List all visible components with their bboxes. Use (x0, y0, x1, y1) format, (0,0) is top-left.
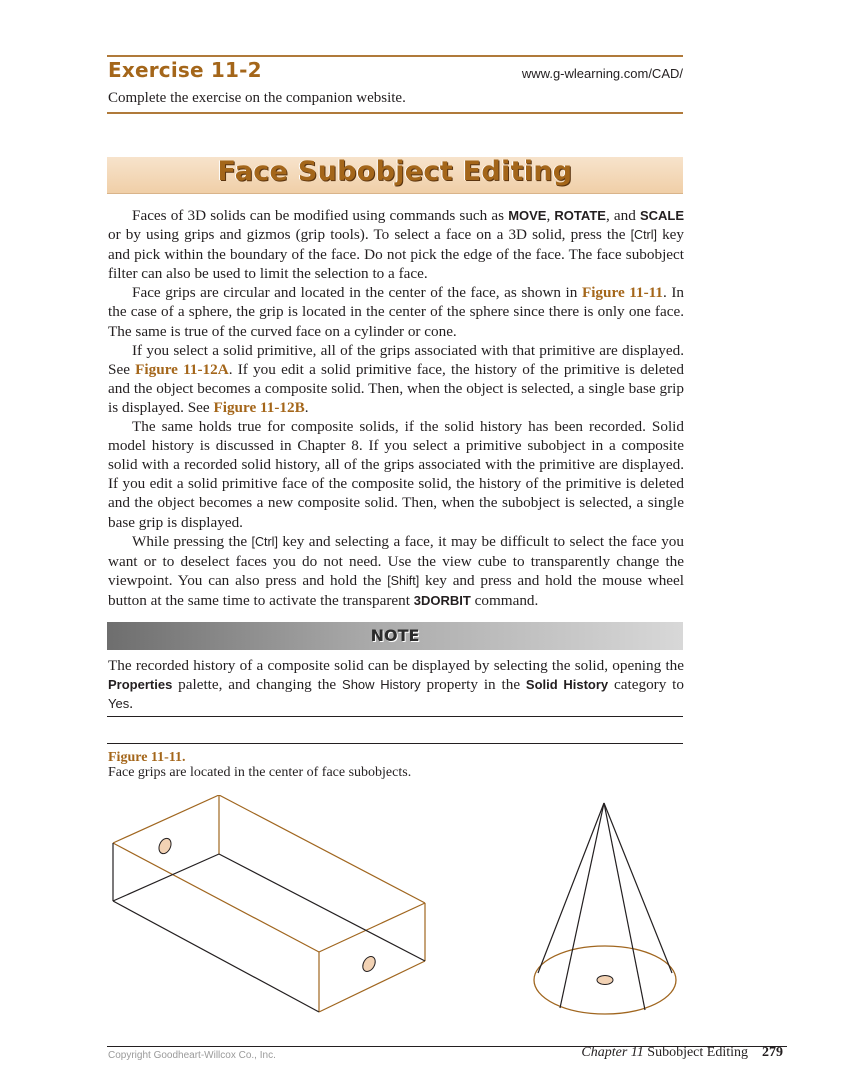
paragraph-3 (108, 341, 684, 417)
face-grip-front[interactable] (360, 954, 378, 973)
figure-ref-11-12a[interactable]: Figure 11-12A (135, 360, 229, 378)
exercise-top-rule (107, 55, 683, 57)
p5-text-c: key and press and hold the mouse wheel button at the same time to activate the transparent (108, 571, 684, 609)
exercise-title: Exercise 11-2 (108, 58, 262, 82)
footer-chapter: Chapter 11 (581, 1045, 644, 1060)
yes-value: Yes (108, 696, 130, 712)
exercise-url[interactable]: www.g-wlearning.com/CAD/ (521, 66, 683, 81)
3dorbit-command: 3DORBIT (413, 592, 471, 608)
ctrl-key: [Ctrl] (630, 228, 657, 243)
figure-top-rule (107, 743, 683, 744)
p3-text-a: If you select a solid primitive, all of the grips associated with that primitive are displayed. See (108, 341, 684, 378)
paragraph-2 (108, 283, 684, 340)
figure-ref-11-12b[interactable]: Figure 11-12B (213, 398, 305, 416)
note-text-e: . (129, 695, 134, 713)
scale-command: SCALE (639, 208, 684, 223)
paragraph-1 (108, 206, 684, 283)
page-number: 279 (762, 1045, 783, 1060)
note-text (108, 656, 684, 713)
note-bottom-rule (107, 716, 683, 717)
figure-caption: Face grips are located in the center of face subobjects. (108, 765, 412, 780)
exercise-text: Complete the exercise on the companion website. (108, 90, 406, 106)
ctrl-key: [Ctrl] (251, 534, 278, 549)
show-history-property: Show History (342, 677, 421, 693)
p3-text-b: . If you edit a solid primitive face, the history of the primitive is deleted and the object becomes a composite solid. Then, when the object is selected, a single base grip is displayed. See (108, 360, 684, 416)
figure-label: Figure 11-11. (108, 750, 186, 765)
p5-text-d: command. (470, 591, 539, 609)
copyright: Copyright Goodheart-Willcox Co., Inc. (108, 1050, 276, 1061)
p5-text-b: key and selecting a face, it may be difficult to select the face you want or to deselect faces you do not need. Use the view cube to transparently change the viewpoint. You can also press and hold the (108, 532, 684, 589)
figure-illustration (100, 795, 700, 1035)
p3-text-c: . (304, 398, 309, 416)
solid-history-category: Solid History (525, 677, 609, 693)
note-text-a: The recorded history of a composite solid can be displayed by selecting the solid, opening the (108, 657, 684, 674)
rotate-command: ROTATE (554, 208, 606, 223)
p1-text-c: , and (605, 207, 640, 224)
running-footer (581, 1045, 783, 1061)
footer-title: Subobject Editing (647, 1045, 748, 1060)
box-solid-drawing (113, 795, 425, 1012)
p1-text-b: , (546, 207, 555, 224)
p1-text-d: or by using grips and gizmos (grip tools). To select a face on a 3D solid, press the (108, 226, 631, 244)
figure-ref-11-11[interactable]: Figure 11-11 (581, 284, 663, 302)
paragraph-5 (108, 532, 684, 610)
exercise-bottom-rule (107, 112, 683, 114)
p1-text-e: key and pick within the boundary of the face. Do not pick the edge of the face. The face subobject filter can also be used to limit the selection to a face. (108, 226, 684, 283)
p5-text-a: While pressing the (132, 532, 252, 550)
properties-palette-label: Properties (108, 677, 173, 693)
note-header-bar (107, 622, 683, 650)
section-banner (107, 157, 683, 194)
move-command: MOVE (508, 208, 547, 223)
cone-solid-drawing (534, 803, 676, 1014)
note-text-b: palette, and changing the (172, 676, 343, 694)
body-text (108, 206, 684, 610)
p2-text-a: Face grips are circular and located in the center of the face, as shown in (132, 284, 582, 302)
shift-key: [Shift] (387, 573, 420, 588)
face-grip-left[interactable] (157, 836, 174, 855)
face-grip-cone-base[interactable] (597, 976, 613, 985)
section-title: Face Subobject Editing (217, 156, 573, 187)
p2-text-b: . In the case of a sphere, the grip is located in the center of the sphere since there is only one face. The same is true of the curved face on a cylinder or cone. (108, 284, 685, 340)
note-text-d: category to (608, 676, 684, 694)
paragraph-4: The same holds true for composite solids, if the solid history has been recorded. Solid model history is discussed in Chapter 8. If you select a primitive subobject in a composite solid with a recorded solid history, all of the grips associated with the primitive are displayed. If you edit a solid primitive face of the composite solid, the history of the primitive is deleted and the object becomes a new composite solid. Then, when the subobject is selected, a single base grip is displayed. (108, 418, 684, 531)
p1-text-a: Faces of 3D solids can be modified using commands such as (132, 207, 509, 224)
note-title: NOTE (370, 626, 420, 645)
note-text-c: property in the (420, 676, 526, 694)
